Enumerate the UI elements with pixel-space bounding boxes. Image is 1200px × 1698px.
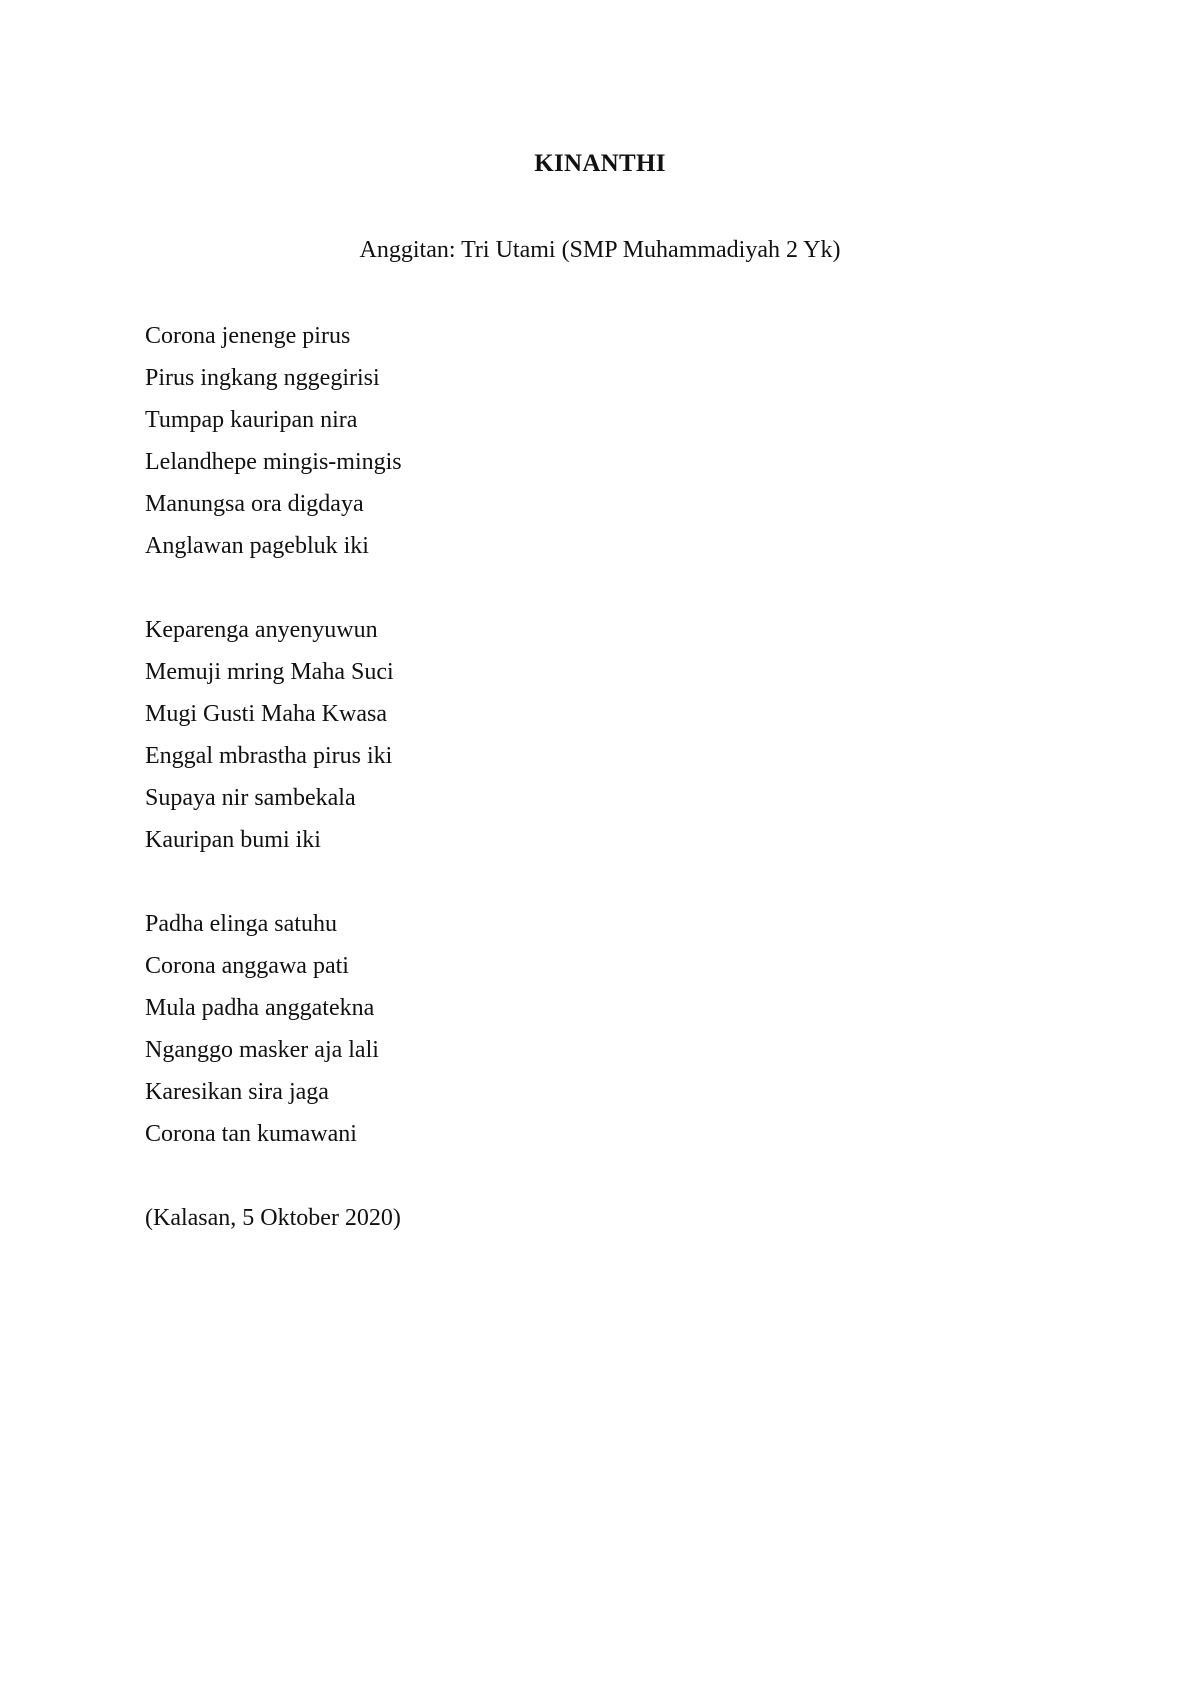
poem-line: Padha elinga satuhu xyxy=(145,911,337,937)
place-date: (Kalasan, 5 Oktober 2020) xyxy=(145,1205,401,1231)
poem-line: Lelandhepe mingis-mingis xyxy=(145,449,402,475)
poem-line: Anglawan pagebluk iki xyxy=(145,533,369,559)
stanza-1 xyxy=(145,315,1045,567)
poem-line: Manungsa ora digdaya xyxy=(145,491,364,517)
poem-line: Mugi Gusti Maha Kwasa xyxy=(145,701,387,727)
poem-line: Karesikan sira jaga xyxy=(145,1079,329,1105)
poem-line: Corona tan kumawani xyxy=(145,1121,357,1147)
stanza-3 xyxy=(145,903,1045,1155)
author-line: Anggitan: Tri Utami (SMP Muhammadiyah 2 Yk) xyxy=(359,237,841,263)
poem-line: Enggal mbrastha pirus iki xyxy=(145,743,393,769)
poem-line: Pirus ingkang nggegirisi xyxy=(145,365,380,391)
poem-line: Memuji mring Maha Suci xyxy=(145,659,394,685)
poem-line: Supaya nir sambekala xyxy=(145,785,356,811)
poem-line: Kauripan bumi iki xyxy=(145,827,321,853)
poem-line: Nganggo masker aja lali xyxy=(145,1037,379,1063)
poem-line: Corona jenenge pirus xyxy=(145,323,351,349)
stanza-2 xyxy=(145,609,1045,861)
poem-title: KINANTHI xyxy=(534,150,666,177)
poem-line: Mula padha anggatekna xyxy=(145,995,375,1021)
poem-line: Keparenga anyenyuwun xyxy=(145,617,378,643)
poem-line: Corona anggawa pati xyxy=(145,953,349,979)
poem-body xyxy=(145,315,1045,1239)
poem-line: Tumpap kauripan nira xyxy=(145,407,358,433)
